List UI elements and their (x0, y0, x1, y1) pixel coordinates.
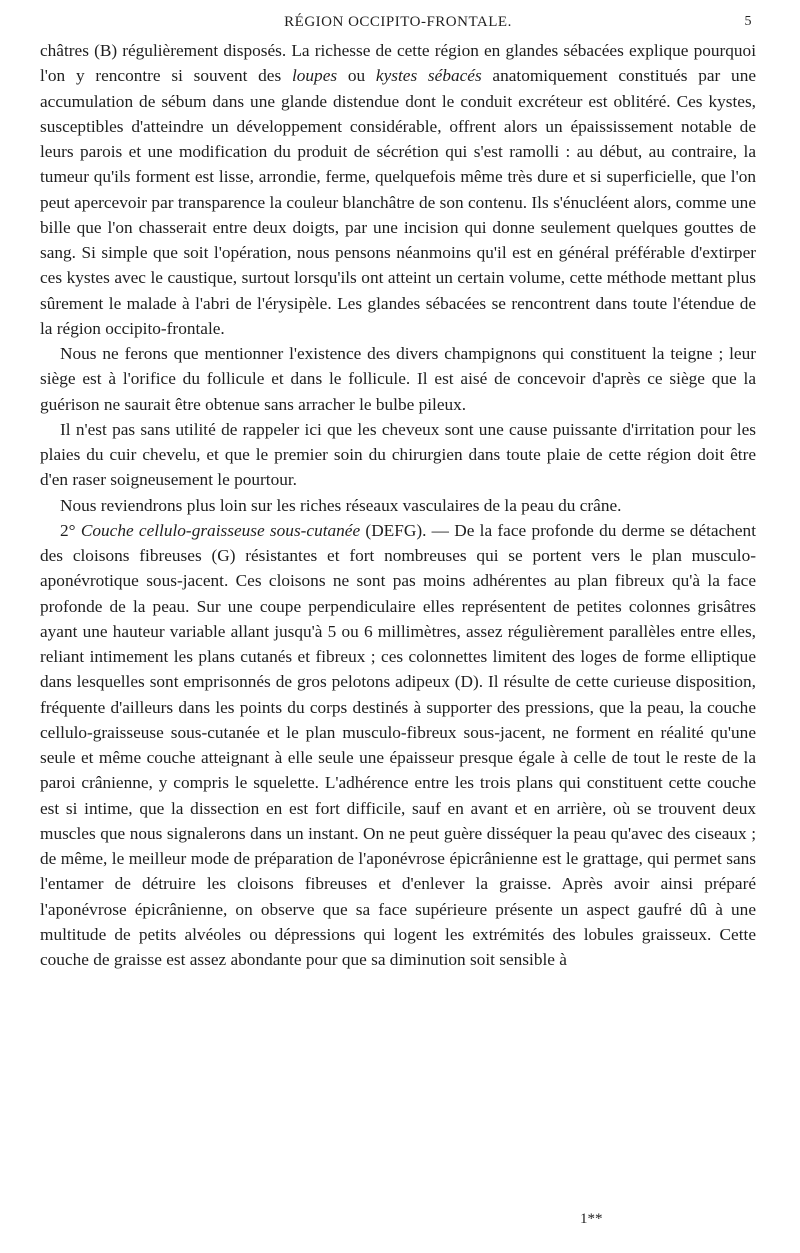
running-title: RÉGION OCCIPITO-FRONTALE. (284, 14, 512, 30)
paragraph-text: (DEFG). — De la face profonde du derme se détachent des cloisons fibreuses (G) résistantes et fort nombreuses qui se portent vers le plan musculo-aponévrotique sous-jacent. Ces cloisons ne sont pas moins adhérentes au plan fibreux qu'à la face profonde de la peau. Sur une coupe perpendiculaire elles représentent de petites colonnes grisâtres ayant une hauteur variable allant jusqu'à 5 ou 6 millimètres, assez régulièrement parallèles entre elles, reliant intimement les plans cutanés et fibreux ; ces colonnettes limitent des loges de forme elliptique dans lesquelles sont emprisonnés de gros pelotons adipeux (D). Il résulte de cette curieuse disposition, fréquente d'ailleurs dans les points du corps destinés à supporter des pressions, que la peau, la couche cellulo-graisseuse sous-cutanée et le plan musculo-fibreux sous-jacent, ne forment en réalité qu'une seule et même couche atteignant à elle seule une épaisseur presque égale à celle de tout le reste de la paroi crânienne, y compris le squelette. L'adhérence entre les trois plans qui constituent cette couche est si intime, que la dissection en est fort difficile, sauf en avant et en arrière, où se trouvent deux muscles que nous signalerons dans un instant. On ne peut guère disséquer la peau qu'avec des ciseaux ; de même, le meilleur mode de préparation de l'aponévrose épicrânienne est le grattage, qui permet sans l'entamer de détruire les cloisons fibreuses et d'enlever la graisse. Après avoir ainsi préparé l'aponévrose épicrânienne, on observe que sa face supérieure présente un aspect gaufré dû à une multitude de petits alvéoles ou dépressions qui logent les extrémités des lobules graisseux. Cette couche de graisse est assez abondante pour que sa diminution soit sensible à (40, 520, 756, 969)
paragraph-cheveux: Il n'est pas sans utilité de rappeler ici que les cheveux sont une cause puissante d'irritation pour les plaies du cuir chevelu, et que le premier soin du chirurgien dans toute plaie de cette région doit être d'en raser soigneusement le pourtour. (40, 419, 756, 490)
section-title: Couche cellulo-graisseuse sous-cutanée (80, 520, 361, 540)
page-number: 5 (744, 14, 752, 29)
paragraph-text: ou (337, 66, 376, 86)
paragraph-text: châtres (B) régulièrement disposés. La richesse de cette région en glandes sébacées explique pourquoi l'on y rencontre si souvent des (40, 41, 756, 86)
section-number: 2° (60, 520, 81, 540)
paragraph-text: anatomiquement constitués par une accumulation de sébum dans une glande distendue dont le conduit excréteur est oblitéré. Ces kystes, susceptibles d'atteindre un développement considérable, offrent alors un épaississement notable de leurs parois et une modification du produit de sécrétion qui s'est ramolli : au début, au contraire, la tumeur qu'ils forment est lisse, arrondie, ferme, quelquefois même très dure et si superficielle, que l'on peut apercevoir par transparence la couleur blanchâtre de son contenu. Ils s'énucléent alors, comme une bille que l'on chasserait entre deux doigts, par une incision qui donne seulement quelques gouttes de sang. Si simple que soit l'opération, nous pensons néanmoins qu'il est en général préférable d'extirper ces kystes avec le caustique, surtout lorsqu'ils ont atteint un certain volume, cette méthode mettant plus sûrement le malade à l'abri de l'érysipèle. Les glandes sébacées se rencontrent dans toute l'étendue de la région occipito-frontale. (40, 66, 757, 338)
printer-signature-mark: 1** (580, 1211, 603, 1227)
term-kystes-sebaces: kystes sébacés (375, 66, 482, 86)
paragraph-teigne: Nous ne ferons que mentionner l'existence des divers champignons qui constituent la teigne ; leur siège est à l'orifice du follicule et dans le follicule. Il est aisé de concevoir d'après ce siège que la guérison ne saurait être obtenue sans arracher le bulbe pileux. (40, 344, 756, 414)
body-text (40, 38, 756, 972)
term-loupes: loupes (291, 66, 338, 86)
paragraph-sebaceous-cysts (40, 38, 756, 341)
page (40, 10, 756, 972)
paragraph-couche-cellulo-graisseuse (40, 518, 756, 973)
running-head (40, 10, 756, 38)
paragraph-reseaux-vasculaires: Nous reviendrons plus loin sur les riches réseaux vasculaires de la peau du crâne. (60, 495, 622, 515)
